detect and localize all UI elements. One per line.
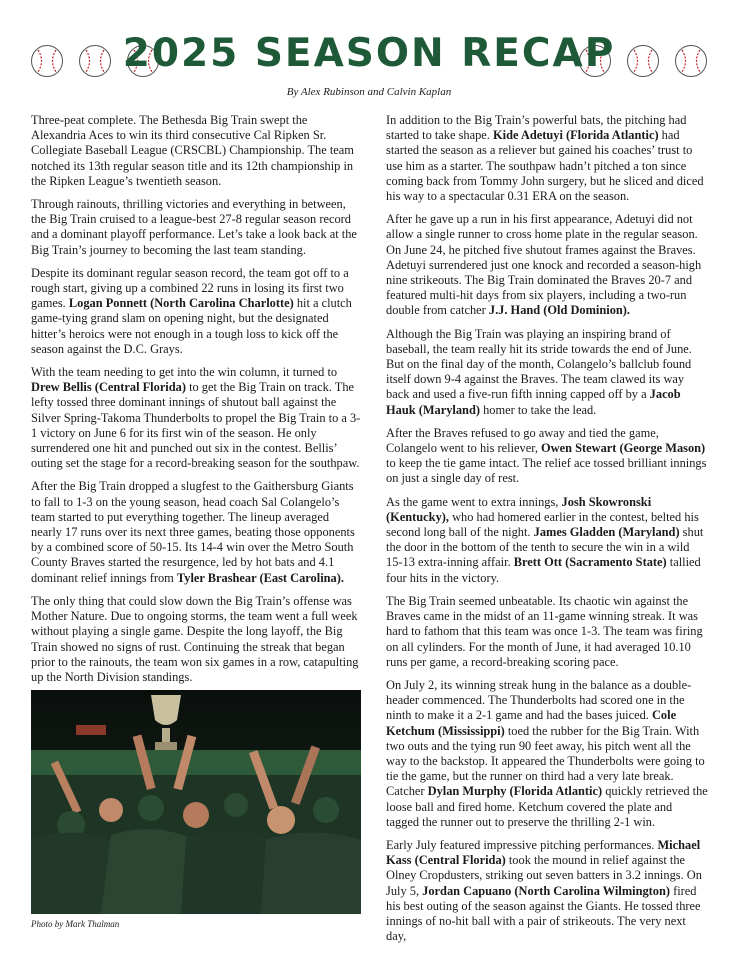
paragraph-text: shut the door in the bottom of the tenth to secure the win in a wild 15-13 extra-inning affair. bbox=[386, 525, 704, 570]
article-paragraph bbox=[31, 365, 361, 471]
paragraph-text: Despite its dominant regular season record, the team got off to a rough start, giving up a combined 22 runs in losing its first two games. bbox=[31, 265, 349, 311]
byline: By Alex Rubinson and Calvin Kaplan bbox=[286, 86, 452, 98]
player-name: Jordan Capuano (North Carolina Wilmington) bbox=[422, 883, 671, 898]
paragraph-text: The Big Train seemed unbeatable. Its chaotic win against the Braves came in the midst of an 11-game winning streak. It was hard to fathom that this team was once 1-3. The team was firing on all cylinders. For the month of June, it had averaged 10.10 runs per game, a record-breaking scoring pace. bbox=[386, 593, 703, 669]
article-paragraph bbox=[386, 426, 708, 487]
article-paragraph bbox=[386, 212, 708, 318]
article-paragraph bbox=[31, 594, 361, 685]
paragraph-text: who had homered earlier in the contest, belted his second long ball of the night. bbox=[386, 509, 699, 540]
article-paragraph bbox=[386, 327, 708, 418]
paragraph-text: took the mound in relief against the Olney Cropdusters, striking out seven batters in 3.2 innings. On July 5, bbox=[386, 853, 702, 898]
paragraph-text: Three-peat complete. The Bethesda Big Train swept the Alexandria Aces to win its third consecutive Cal Ripken Sr. Collegiate Baseball League (CRSCBL) Championship. The team notched its 13th regular season title and its 12th championship in the Ripken League’s twentieth season. bbox=[31, 113, 354, 188]
article-paragraph bbox=[31, 113, 361, 189]
player-name: Michael Kass (Central Florida) bbox=[386, 837, 701, 868]
paragraph-text: Although the Big Train was playing an inspiring brand of baseball, the team really hit its stride towards the end of June. But on the final day of the month, Colangelo’s ballclub found itself down 9-4 against the Braves. The team clawed its way back and used a five-run fifth inning capped off by a bbox=[386, 326, 692, 402]
paragraph-text: Early July featured impressive pitching performances. bbox=[386, 837, 658, 852]
paragraph-text: tallied four hits in the victory. bbox=[386, 555, 701, 585]
player-name: Cole Ketchum (Mississippi) bbox=[386, 708, 677, 738]
player-name: Kide Adetuyi (Florida Atlantic) bbox=[493, 128, 659, 143]
player-name: Josh Skowronski (Kentucky), bbox=[386, 494, 652, 524]
header bbox=[0, 0, 738, 110]
paragraph-text: had started the season as a reliever but gained his coaches’ trust to use him as a starter. The southpaw hadn’t pitched a ton since coming back from Tommy John surgery, but he sliced and diced his way to a spectacular 0.31 ERA on the season. bbox=[386, 128, 704, 204]
article-paragraph bbox=[31, 197, 361, 258]
player-name: J.J. Hand (Old Dominion). bbox=[488, 303, 631, 318]
player-name: James Gladden (Maryland) bbox=[533, 525, 680, 540]
paragraph-text: toed the rubber for the Big Train. With two outs and the tying run 90 feet away, his pitch went all the way to the backstop. It appeared the Thunderbolts were going to tie the game, but the runner on third had a very late break. Catcher bbox=[386, 723, 705, 799]
article-column-right bbox=[386, 113, 708, 952]
paragraph-text: The only thing that could slow down the Big Train’s offense was Mother Nature. Due to ongoing storms, the team went a full week without playing a single game. Despite the long layoff, the Big Train showed no signs of rust. Continuing the streak that began prior to the rainouts, the team won six games in a row, catapulting up the North Division standings. bbox=[31, 593, 359, 684]
article-paragraph bbox=[31, 479, 361, 585]
player-name: Brett Ott (Sacramento State) bbox=[513, 555, 667, 570]
team-celebration-photo bbox=[31, 690, 361, 914]
player-name: Jacob Hauk (Maryland) bbox=[386, 387, 681, 417]
paragraph-text: to keep the tie game intact. The relief ace tossed brilliant innings on just a single day of rest. bbox=[386, 456, 707, 486]
player-name: Owen Stewart (George Mason) bbox=[541, 441, 706, 456]
paragraph-text: In addition to the Big Train’s powerful bats, the pitching had started to take shape. bbox=[386, 113, 687, 143]
paragraph-text: hit a clutch game-tying grand slam on opening night, but the designated hitter’s heroics were not enough in a tough loss to kick off the season against the D.C. Grays. bbox=[31, 296, 352, 356]
player-name: Logan Ponnett (North Carolina Charlotte) bbox=[68, 296, 294, 311]
article-paragraph bbox=[386, 838, 708, 944]
article-paragraph bbox=[386, 495, 708, 586]
player-name: Drew Bellis (Central Florida) bbox=[31, 380, 186, 395]
player-name: Tyler Brashear (East Carolina). bbox=[176, 570, 344, 585]
paragraph-text: On July 2, its winning streak hung in the balance as a double-header commenced. The Thunderbolts had scored one in the ninth to make it a 2-1 game and had the bases juiced. bbox=[386, 677, 692, 723]
page-title: 2025 SEASON RECAP bbox=[122, 31, 616, 76]
article-paragraph bbox=[386, 113, 708, 204]
photo-caption: Photo by Mark Thalman bbox=[31, 919, 120, 929]
paragraph-text: With the team needing to get into the win column, it turned to bbox=[31, 365, 338, 380]
paragraph-text: Through rainouts, thrilling victories and everything in between, the Big Train cruised to a league-best 27-8 regular season record and a dominant playoff performance. Let’s take a look back at the Big Train’s journey to becoming the last team standing. bbox=[31, 197, 357, 257]
paragraph-text: After the Big Train dropped a slugfest to the Gaithersburg Giants to fall to 1-3 on the young season, head coach Sal Colangelo’s team started to put everything together. The lineup averaged nearly 17 runs over its next three games, beating those opponents by a combined score of 50-15. Its 14-4 win over the Metro South County Braves started the resurgence, led by hot bats and 4.1 dominant relief innings from bbox=[31, 479, 355, 585]
paragraph-text: quickly retrieved the loose ball and fired home. Ketchum covered the plate and tagged the runner out to preserve the thrilling 2-1 win. bbox=[386, 784, 708, 829]
article-paragraph bbox=[31, 266, 361, 357]
paragraph-text: As the game went to extra innings, bbox=[386, 494, 562, 509]
paragraph-text: fired his best outing of the season against the Giants. He tossed three innings of no-hit ball with a pair of strikeouts. The very next day, bbox=[386, 883, 701, 944]
paragraph-text: After he gave up a run in his first appearance, Adetuyi did not allow a single runner to cross home plate in the regular season. On June 24, he pitched five shutout frames against the Braves. Adetuyi surrendered just one knock and recorded a season-high nine strikeouts. The Big Train dominated the Braves 20-7 and featured multi-hit days from six players, including a two-run double from catcher bbox=[386, 212, 702, 318]
article-column-left bbox=[31, 113, 361, 693]
article-paragraph bbox=[386, 678, 708, 830]
paragraph-text: to get the Big Train on track. The lefty tossed three dominant innings of shutout ball against the Silver Spring-Takoma Thunderbolts to propel the Big Train to a 3-1 victory on June 6 for its first win of the season. He only surrendered one hit and punched out six in the contest. Bellis’ outing set the stage for a record-breaking season for the southpaw. bbox=[31, 380, 361, 471]
paragraph-text: homer to take the lead. bbox=[479, 402, 597, 417]
paragraph-text: After the Braves refused to go away and tied the game, Colangelo went to his reliever, bbox=[386, 425, 659, 456]
article-paragraph bbox=[386, 594, 708, 670]
player-name: Dylan Murphy (Florida Atlantic) bbox=[427, 784, 603, 799]
